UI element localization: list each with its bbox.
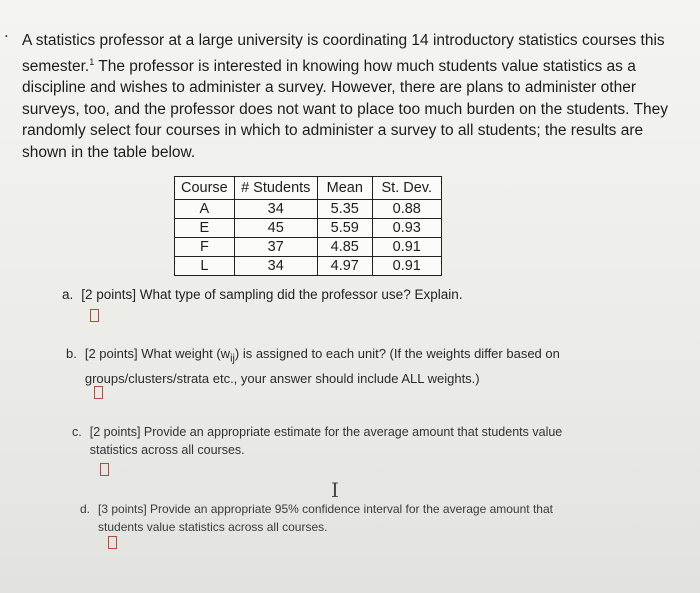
cell-course: A [175, 200, 235, 219]
answer-a-input[interactable] [90, 309, 99, 322]
cell-st-dev: 0.91 [372, 257, 441, 276]
intro-line-5: randomly select four courses in which to administer a survey to all students; the results are [22, 122, 644, 140]
answer-d-input[interactable] [108, 536, 117, 549]
question-a-label: a. [62, 287, 74, 302]
intro-line-2-end: The professor is interested in knowing how much students value statistics as a [98, 57, 636, 75]
intro-line-3: discipline and wishes to administer a survey. However, there are plans to administer other [22, 79, 636, 97]
cell-st-dev: 0.93 [372, 219, 441, 238]
answer-c-input[interactable] [100, 463, 109, 476]
header-mean: Mean [317, 177, 372, 200]
course-results-table [174, 176, 442, 276]
intro-line-1: A statistics professor at a large university is coordinating 14 introductory statistics courses this [22, 32, 665, 49]
question-b-line1: [2 points] What weight (w [84, 346, 231, 361]
table-row [175, 238, 442, 257]
table-row [175, 200, 442, 219]
cell-mean: 5.59 [317, 219, 372, 238]
intro-line-6: shown in the table below. [22, 143, 196, 161]
cell-mean: 4.97 [317, 257, 372, 276]
question-c [72, 423, 562, 459]
table-row [175, 257, 442, 276]
cell-course: F [175, 238, 235, 257]
question-d-line2: students value statistics across all courses. [98, 520, 328, 534]
question-d [80, 500, 553, 536]
cell-mean: 5.35 [317, 200, 372, 219]
table-header-row [175, 177, 442, 200]
question-a-text: [2 points] What type of sampling did the professor use? Explain. [81, 287, 463, 302]
table-row [175, 219, 442, 238]
list-bullet: . [4, 22, 9, 41]
weight-subscript: ij [230, 352, 235, 365]
question-d-label: d. [80, 502, 91, 516]
question-b-text [85, 344, 560, 388]
question-b-line2: groups/clusters/strata etc., your answer should include ALL weights.) [84, 370, 480, 386]
intro-line-2-start: semester. [22, 57, 90, 75]
cell-students: 37 [234, 238, 317, 257]
question-b [66, 344, 560, 388]
text-cursor-icon: I [331, 478, 339, 502]
cell-mean: 4.85 [317, 238, 372, 257]
cell-course: E [175, 219, 235, 238]
cell-students: 45 [234, 219, 317, 238]
header-st-dev: St. Dev. [372, 177, 441, 200]
question-c-line1: [2 points] Provide an appropriate estimate for the average amount that students value [89, 425, 563, 439]
cell-st-dev: 0.91 [372, 238, 441, 257]
cell-students: 34 [234, 257, 317, 276]
question-b-line1-end: ) is assigned to each unit? (If the weights differ based on [234, 346, 560, 361]
question-d-line1: [3 points] Provide an appropriate 95% confidence interval for the average amount that [98, 502, 553, 516]
footnote-marker: 1 [89, 56, 95, 67]
question-a [62, 287, 462, 302]
answer-b-input[interactable] [94, 386, 103, 399]
question-d-text [98, 500, 553, 536]
header-students: # Students [234, 177, 317, 200]
question-c-text [90, 423, 563, 459]
problem-statement [22, 30, 692, 163]
question-b-label: b. [66, 346, 77, 361]
cell-course: L [175, 257, 235, 276]
cell-st-dev: 0.88 [372, 200, 441, 219]
intro-line-2 [22, 52, 692, 78]
header-course: Course [175, 177, 235, 200]
intro-line-4: surveys, too, and the professor does not want to place too much burden on the students. They [22, 100, 668, 118]
question-c-line2: statistics across all courses. [89, 443, 245, 457]
question-c-label: c. [72, 425, 82, 439]
cell-students: 34 [234, 200, 317, 219]
